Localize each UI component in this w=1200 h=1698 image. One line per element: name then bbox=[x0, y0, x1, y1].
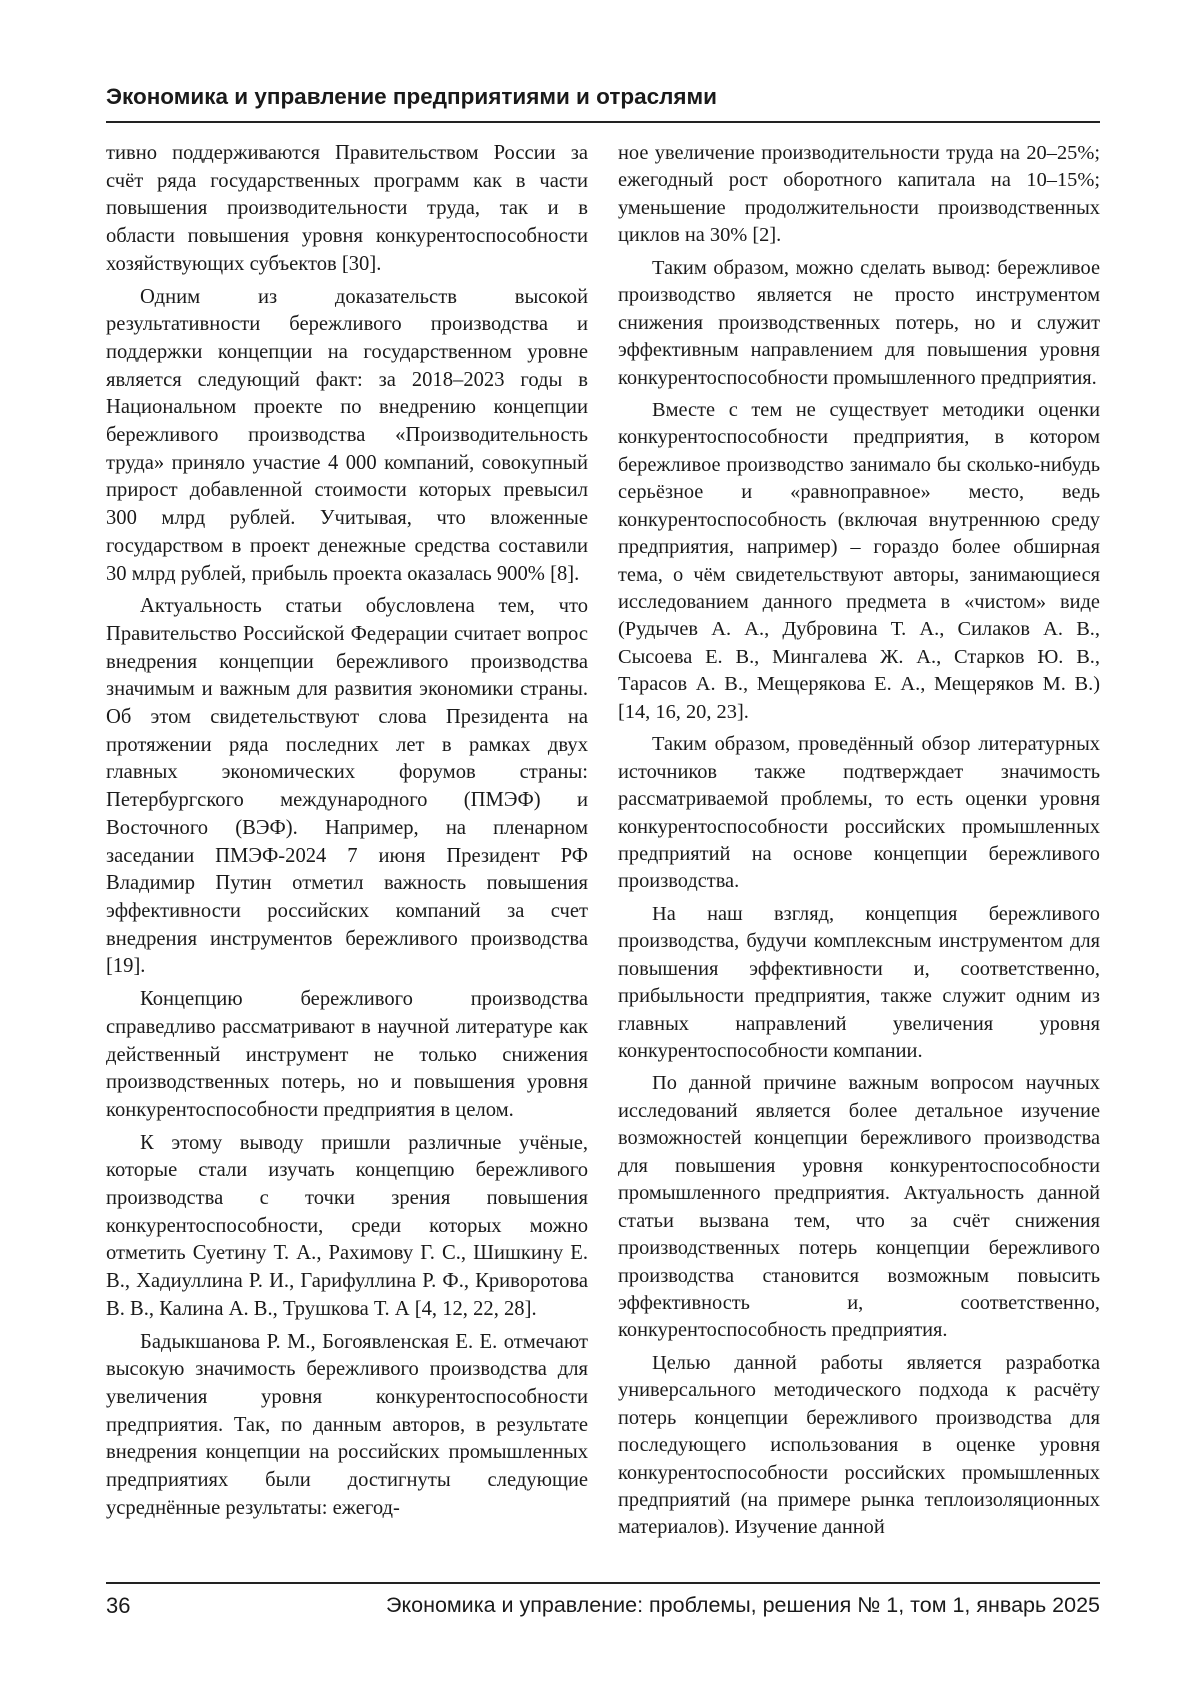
page-number: 36 bbox=[106, 1593, 131, 1618]
paragraph: тивно поддерживаются Правительством России за счёт ряда государственных программ как в части повышения производительности труда, так и в области повышения уровня конкурентоспособности хозяйствующих субъектов [30]. bbox=[106, 142, 588, 275]
paragraph: Вместе с тем не существует методики оценки конкурентоспособности предприятия, в котором бережливое производство занимало бы сколько-нибудь серьёзное и «равноправное» место, ведь конкурентоспособность (включая внутреннюю среду предприятия, например) – гораздо более обширная тема, о чём свидетельствуют авторы, занимающиеся исследованием данного предмета в «чистом» виде (Рудычев А. А., Дубровина Т. А., Силаков А. В., Сысоева Е. В., Мингалева Ж. А., Старков Ю. В., Тарасов А. В., Мещерякова Е. А., Мещеряков М. В.) [14, 16, 20, 23]. bbox=[618, 398, 1100, 723]
left-column bbox=[106, 140, 588, 1522]
paragraph: Таким образом, проведённый обзор литературных источников также подтверждает значимость рассматриваемой проблемы, то есть оценки уровня конкурентоспособности российских промышленных предприятий на основе концепции бережливого производства. bbox=[618, 733, 1100, 893]
paragraph: Актуальность статьи обусловлена тем, что Правительство Российской Федерации считает вопрос внедрения концепции бережливого производства значимым и важным для развития экономики страны. Об этом свидетельствуют слова Президента на протяжении ряда последних лет в рамках двух главных экономических форумов страны: Петербургского международного (ПМЭФ) и Восточного (ВЭФ). Например, на пленарном заседании ПМЭФ-2024 7 июня Президент РФ Владимир Путин отметил важность повышения эффективности российских компаний за счет внедрения инструментов бережливого производства [19]. bbox=[106, 595, 588, 978]
right-column bbox=[618, 140, 1100, 1542]
paragraph: Таким образом, можно сделать вывод: бережливое производство является не просто инструментом снижения производственных потерь, но и служит эффективным направлением для повышения уровня конкурентоспособности промышленного предприятия. bbox=[618, 256, 1100, 389]
section-header: Экономика и управление предприятиями и отраслями bbox=[106, 84, 718, 109]
paragraph: На наш взгляд, концепция бережливого производства, будучи комплексным инструментом для повышения эффективности и, соответственно, прибыльности предприятия, также служит одним из главных направлений увеличения уровня конкурентоспособности компании. bbox=[618, 902, 1100, 1062]
footer-divider bbox=[106, 1582, 1100, 1584]
paragraph: Одним из доказательств высокой результативности бережливого производства и поддержки концепции на государственном уровне является следующий факт: за 2018–2023 годы в Национальном проекте по внедрению концепции бережливого производства «Производительность труда» приняло участие 4 000 компаний, совокупный прирост добавленной стоимости которых превысил 300 млрд рублей. Учитывая, что вложенные государством в проект денежные средства составили 30 млрд рублей, прибыль проекта оказалась 900% [8]. bbox=[106, 285, 588, 585]
paragraph: Концепцию бережливого производства справедливо рассматривают в научной литературе как действенный инструмент не только снижения производственных потерь, но и повышения уровня конкурентоспособности предприятия в целом. bbox=[106, 988, 588, 1121]
journal-info: Экономика и управление: проблемы, решения № 1, том 1, январь 2025 bbox=[386, 1593, 1100, 1617]
header-divider bbox=[106, 121, 1100, 123]
paragraph: Целью данной работы является разработка универсального методического подхода к расчёту потерь концепции бережливого производства для последующего использования в оценке уровня конкурентоспособности российских промышленных предприятий (на примере рынка теплоизоляционных материалов). Изучение данной bbox=[618, 1351, 1100, 1539]
paragraph: Бадыкшанова Р. М., Богоявленская Е. Е. отмечают высокую значимость бережливого производства для увеличения уровня конкурентоспособности предприятия. Так, по данным авторов, в результате внедрения концепции на российских промышленных предприятиях были достигнуты следующие усреднённые результаты: ежегод- bbox=[106, 1330, 588, 1519]
paragraph: По данной причине важным вопросом научных исследований является более детальное изучение возможностей концепции бережливого производства для повышения уровня конкурентоспособности промышленного предприятия. Актуальность данной статьи вызвана тем, что за счёт снижения производственных потерь концепции бережливого производства становится возможным повысить эффективность и, соответственно, конкурентоспособность предприятия. bbox=[618, 1072, 1100, 1342]
paragraph: ное увеличение производительности труда на 20–25%; ежегодный рост оборотного капитала на 10–15%; уменьшение продолжительности производственных циклов на 30% [2]. bbox=[618, 142, 1100, 247]
paragraph: К этому выводу пришли различные учёные, которые стали изучать концепцию бережливого производства с точки зрения повышения конкурентоспособности, среди которых можно отметить Суетину Т. А., Рахимову Г. С., Шишкину Е. В., Хадиуллина Р. И., Гарифуллина Р. Ф., Криворотова В. В., Калина А. В., Трушкова Т. А [4, 12, 22, 28]. bbox=[106, 1131, 588, 1320]
